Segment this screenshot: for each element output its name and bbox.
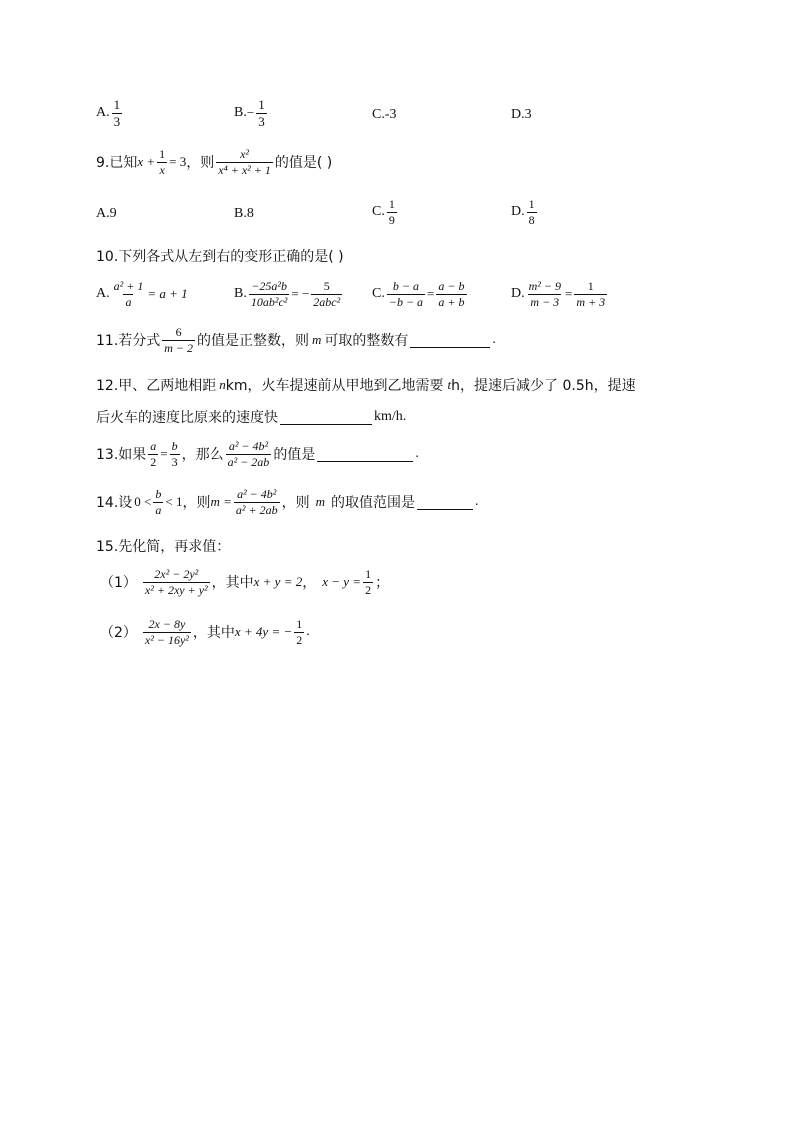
q10-option-a: A. $\frac{\text{a² + 1}}{a}$ = a + 1 [96, 279, 188, 309]
q9-option-d-fraction: $\frac{1}{8}$ [528, 197, 535, 227]
question-9: 9.已知 x + $\frac{1}{x}$ = 3 ，则 $\frac{\text{x²}}{\text{x⁴ + x² + 1}}$ 的值是( ) [96, 147, 333, 177]
question-14: 14.设 0 < $\frac{b}{a}$ < 1 ，则 m = $\frac{\text{a² − 4b²}}{\text{a² + 2ab}}$ ，则 m 的取值范围是 . [96, 487, 479, 517]
q11-fraction: $\frac{6}{m - 2}$ [164, 325, 194, 355]
q15-part-2-value-fraction: $\frac{1}{2}$ [296, 617, 303, 647]
q15-part-2-fraction: $\frac{2x - 8y}{\text{x² − 16y²}}$ [144, 617, 189, 647]
q10-option-c: C. $\frac{b - a}{-b - a}$ = $\frac{a - b}{a + b}$ [372, 279, 465, 309]
q10-option-a-fraction: $\frac{\text{a² + 1}}{a}$ [113, 279, 144, 309]
question-15-part-1: （1） $\frac{\text{2x² − 2y²}}{\text{x² + 2xy + y²}}$ ，其中 x + y = 2 ， x − y = $\frac{1}{2}$ ； [100, 567, 390, 597]
question-13: 13.如果 $\frac{a}{2}$ = $\frac{b}{3}$ ，那么 $\frac{\text{a² − 4b²}}{\text{a² − 2ab}}$ 的值是 . [96, 439, 419, 469]
q10-option-c-rhs-fraction: $\frac{a - b}{a + b}$ [438, 279, 465, 309]
q10-option-b-rhs-fraction: $\frac{5}{\text{2abc²}}$ [313, 279, 341, 309]
q11-answer-blank[interactable] [410, 333, 490, 348]
q8-option-c: C.-3 [372, 107, 397, 122]
question-10-stem: 10.下列各式从左到右的变形正确的是( ) [96, 249, 344, 265]
q9-option-b: B.8 [234, 206, 254, 221]
q15-part-1-fraction: $\frac{\text{2x² − 2y²}}{\text{x² + 2xy + y²}}$ [144, 567, 208, 597]
q14-ratio-fraction: $\frac{b}{a}$ [155, 487, 162, 517]
question-15-stem: 15.先化简，再求值： [96, 539, 231, 555]
q13-fraction-a: $\frac{a}{2}$ [150, 439, 157, 469]
q10-option-b-fraction: $\frac{\text{−25a²b}}{\text{10ab²c²}}$ [250, 279, 288, 309]
q9-option-c: C. $\frac{1}{9}$ [372, 197, 395, 227]
question-12-line-1: 12.甲、乙两地相距 n km，火车提速前从甲地到乙地需要 t h，提速后减少了 0.5h，提速 [96, 377, 636, 394]
q8-option-a-fraction: $\frac{1}{3}$ [113, 97, 121, 129]
q9-option-a: A.9 [96, 206, 117, 221]
q15-part-1-value-fraction: $\frac{1}{2}$ [365, 567, 372, 597]
q14-m-fraction: $\frac{\text{a² − 4b²}}{\text{a² + 2ab}}$ [235, 487, 278, 517]
q13-expression-fraction: $\frac{\text{a² − 4b²}}{\text{a² − 2ab}}$ [227, 439, 270, 469]
q12-answer-blank[interactable] [280, 410, 372, 425]
q9-option-d: D. $\frac{1}{8}$ [511, 197, 535, 227]
question-12-line-2: 后火车的速度比原来的速度快 km/h. [96, 409, 407, 426]
q13-answer-blank[interactable] [317, 447, 413, 462]
q13-fraction-b: $\frac{b}{3}$ [171, 439, 178, 469]
q8-option-a: A. $\frac{1}{3}$ [96, 97, 121, 129]
q8-option-b: B. − $\frac{1}{3}$ [234, 97, 265, 129]
question-15-part-2: （2） $\frac{2x - 8y}{\text{x² − 16y²}}$ ，其中 x + 4y = − $\frac{1}{2}$ . [100, 617, 310, 647]
q8-option-b-fraction: $\frac{1}{3}$ [258, 97, 265, 129]
q10-option-b: B. $\frac{\text{−25a²b}}{\text{10ab²c²}}$ = − $\frac{5}{\text{2abc²}}$ [234, 279, 341, 309]
q9-condition-fraction: $\frac{1}{x}$ [159, 147, 166, 177]
question-11: 11.若分式 $\frac{6}{m - 2}$ 的值是正整数，则 m 可取的整数有 . [96, 325, 496, 355]
q10-option-c-fraction: $\frac{b - a}{-b - a}$ [388, 279, 424, 309]
q10-option-d-fraction: $\frac{\text{m² − 9}}{m - 3}$ [528, 279, 561, 309]
q10-option-d: D. $\frac{\text{m² − 9}}{m - 3}$ = $\frac{1}{m + 3}$ [511, 279, 606, 309]
q14-answer-blank[interactable] [417, 495, 473, 510]
q8-option-d: D.3 [511, 107, 532, 122]
q9-expression-fraction: $\frac{\text{x²}}{\text{x⁴ + x² + 1}}$ [218, 147, 271, 177]
q10-option-d-rhs-fraction: $\frac{1}{m + 3}$ [576, 279, 606, 309]
q9-option-c-fraction: $\frac{1}{9}$ [388, 197, 395, 227]
